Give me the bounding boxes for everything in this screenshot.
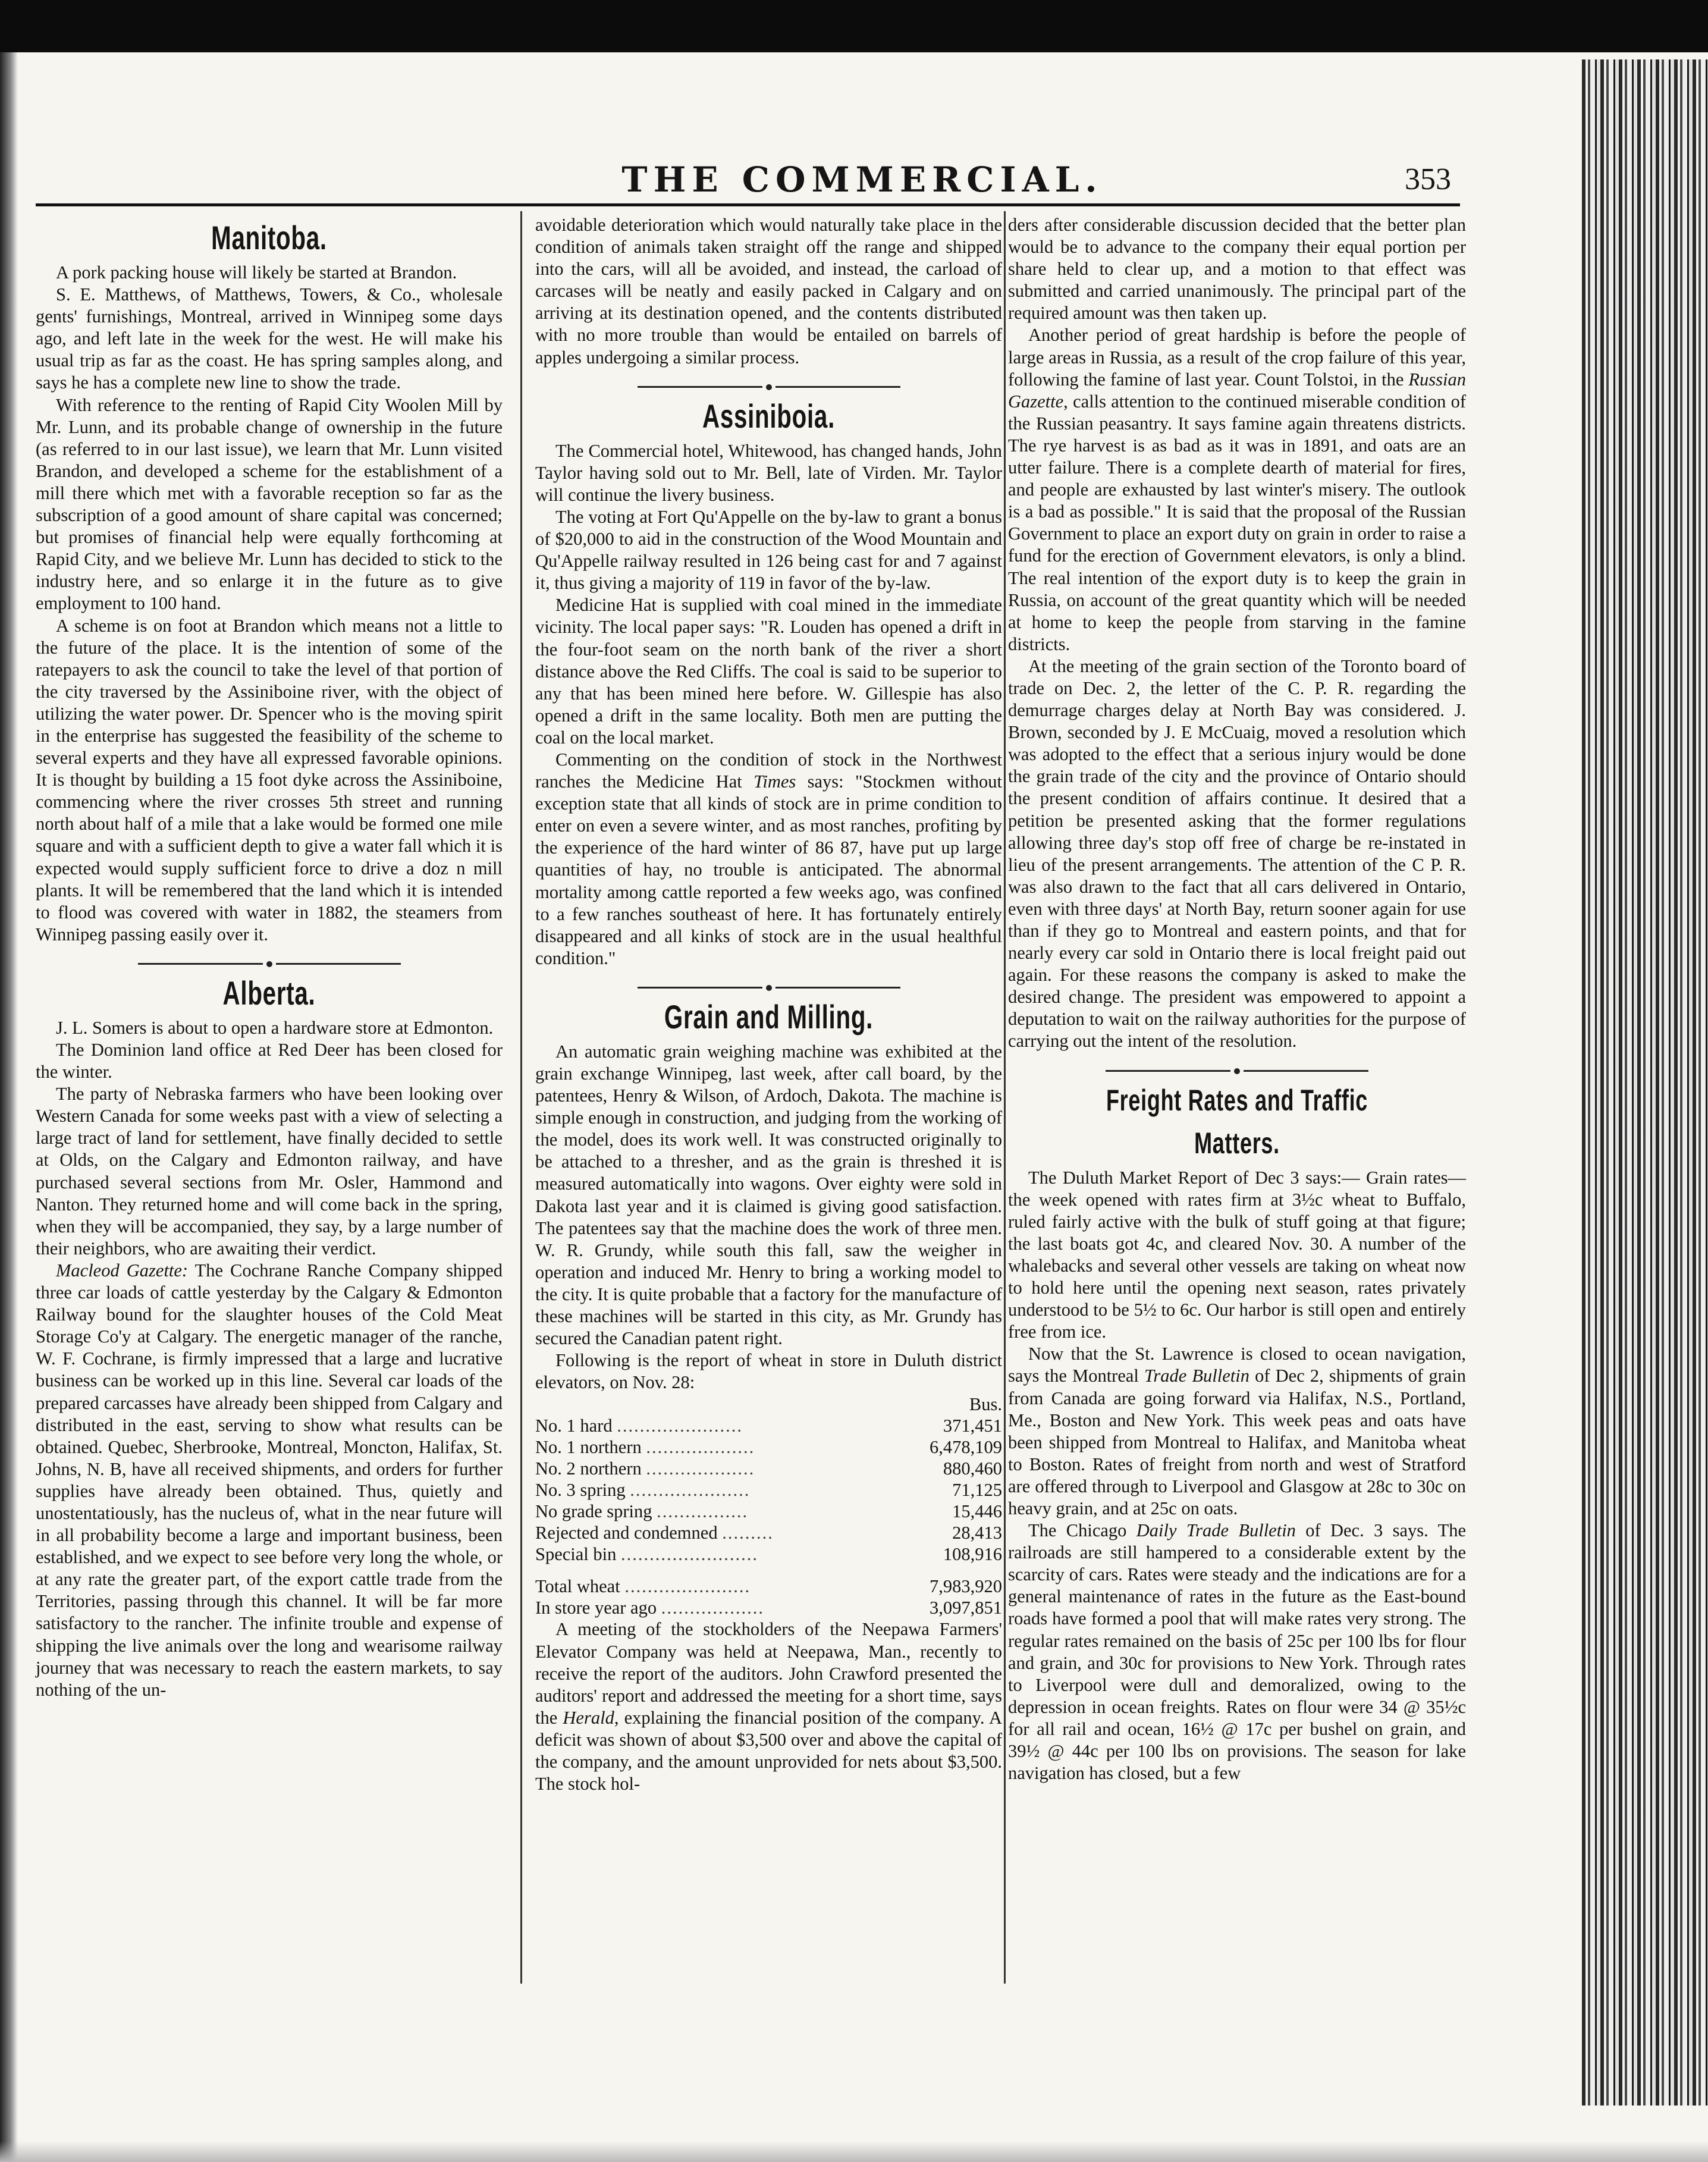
table-row: No. 2 northern ................... 880,460 (535, 1458, 1002, 1479)
article-paragraph: The party of Nebraska farmers who have been looking over Western Canada for some weeks past with a view of selecting a large tract of land for settlement, have finally decided to settle at Olds, on the Calgary and Edmonton railway, and have purchased several sections from Mr. Osler, Hammond and Nanton. They returned home and will come back in the spring, when they will be accompanied, they say, by a large number of their neighbors, who are awaiting their verdict. (36, 1084, 503, 1259)
section-separator (36, 952, 503, 968)
section-heading-freight-rates: Freight Rates and Traffic Matters. (1106, 1083, 1368, 1160)
scan-binding-edge (1582, 59, 1708, 2105)
article-paragraph: The Commercial hotel, Whitewood, has changed hands, John Taylor having sold out to Mr. Bell, late of Virden. Mr. Taylor will continue the livery business. (535, 440, 1002, 505)
table-unit: Bus. (969, 1394, 1002, 1415)
masthead-title: THE COMMERCIAL. (621, 159, 1103, 200)
source-citation: Macleod Gazette: (56, 1260, 189, 1281)
article-paragraph: avoidable deterioration which would naturally take place in the condition of animals taken straight off the range and shipped into the cars, will all be avoided, and instead, the carload of carcases will be neatly and easily packed in Calgary and on arriving at its destination opened, and the contents distributed with no more trouble than would be entailed on barrels of apples undergoing a similar process. (535, 215, 1002, 368)
table-total-row: Total wheat ...................... 7,983,920 (535, 1576, 1002, 1597)
wheat-stock-table (535, 1394, 1002, 1618)
source-citation: Herald (563, 1707, 614, 1728)
article-paragraph: S. E. Matthews, of Matthews, Towers, & Co., wholesale gents' furnishings, Montreal, arrived in Winnipeg some days ago, and left late in the week for the west. He will make his usual trip as far as the coast. He has spring samples along, and says he has a complete new line to show the trade. (36, 284, 503, 393)
source-citation: Trade Bulletin (1144, 1366, 1249, 1386)
table-row: No. 1 hard ...................... 371,451 (535, 1416, 1002, 1436)
article-paragraph: A scheme is on foot at Brandon which means not a little to the future of the place. It is the intention of some of the ratepayers to ask the council to take the level of that portion of the city traversed by the Assiniboine river, with the object of utilizing the water power. Dr. Spencer who is the moving spirit in the enterprise has suggested the feasibility of the scheme to several experts and they have all expressed favorable opinions. It is thought by building a 15 foot dyke across the Assiniboine, commencing where the river crosses 5th street and running north about half of a mile that a lake would be formed one mile square and with a sufficient depth to give a water fall which it is expected would supply sufficient force to drive a doz n mill plants. It will be remembered that the land which it is intended to flood was covered with water in 1882, the steamers from Winnipeg passing easily over it. (36, 615, 503, 944)
scan-left-edge (0, 52, 18, 2162)
article-paragraph: With reference to the renting of Rapid City Woolen Mill by Mr. Lunn, and its probable change of ownership in the future (as referred to in our last issue), we learn that Mr. Lunn visited Brandon, and developed a scheme for the establishment of a mill there which met with a favorable reception so far as the subscription of a good amount of share capital was concerned; but promises of financial help were equally forthcoming at Rapid City, and we believe Mr. Lunn has decided to stick to the industry here, and so enlarge it in the future as to give employment to 100 hand. (36, 394, 503, 614)
header-rule (36, 203, 1460, 206)
source-citation: Russian Gazette (1008, 369, 1466, 412)
article-paragraph: Medicine Hat is supplied with coal mined in the immediate vicinity. The local paper says: "R. Louden has opened a drift in the four-foot seam on the north bank of the river a short distance above the Red Cliffs. The coal is said to be superior to any that has been mined here before. W. Gillespie has also opened a drift in the same locality. Both men are putting the coal on the local market. (535, 595, 1002, 748)
column-rule-2 (1004, 211, 1006, 1984)
article-paragraph: At the meeting of the grain section of the Toronto board of trade on Dec. 2, the letter of the C. P. R. regarding the demurrage charges delay at North Bay was considered. J. Brown, seconded by J. E McCuaig, moved a resolution which was adopted to the effect that a serious injury would be done the grain trade of the city and the province of Ontario should the present condition of affairs continue. It desired that a petition be presented asking that the former regulations allowing three day's stop off free of charge be re-instated in lieu of the present arrangements. The attention of the C P. R. was also drawn to the fact that all cars delivered in Ontario, even with three days' at North Bay, return sooner again for use than if they go to Montreal and eastern points, and that for nearly every car sold in Ontario there is local freight paid out again. For these reasons the company is asked to make the desired change. The president was empowered to appoint a deputation to wait on the railway authorities for the purpose of carrying out the intent of the resolution. (1008, 655, 1466, 1052)
table-row: Rejected and condemned ......... 28,413 (535, 1523, 1002, 1543)
article-paragraph: Macleod Gazette: The Cochrane Ranche Company shipped three car loads of cattle yesterday by the Calgary & Edmonton Railway bound for the slaughter houses of the Cold Meat Storage Co'y at Calgary. The energetic manager of the ranche, W. F. Cochrane, is firmly impressed that a large and lucrative business can be worked up in this line. Several car loads of the prepared carcasses have already been shipped from Calgary and distributed in the east, serving to show what results can be obtained. Quebec, Sherbrooke, Montreal, Moncton, Halifax, St. Johns, N. B, have all received shipments, and orders for further supplies have already been obtained. Thus, quietly and unostentatiously, has the nucleus of, what in the near future will in all probability become a large and important business, been established, and we expect to see before very long the whole, or at any rate the greater part, of the export cattle trade from the Territories, passing through this channel. It will be far more satisfactory to the rancher. The infinite trouble and expense of shipping the live animals over the long and wearisome railway journey that was necessary to reach the eastern markets, to say nothing of the un- (36, 1260, 503, 1700)
article-paragraph: J. L. Somers is about to open a hardware store at Edmonton. (56, 1017, 494, 1038)
section-separator (1008, 1059, 1466, 1075)
section-heading-alberta: Alberta. (222, 974, 316, 1012)
table-row: Special bin ........................ 108,916 (535, 1544, 1002, 1565)
page-number: 353 (1405, 162, 1451, 196)
section-separator (535, 975, 1002, 992)
article-paragraph: A pork packing house will likely be started at Brandon. (56, 262, 457, 283)
article-paragraph: Commenting on the condition of stock in the Northwest ranches the Medicine Hat Times says: "Stockmen without exception state that all kinds of stock are in prime condition to enter on even a severe winter, and as most ranches, profiting by the experience of the hard winter of 86 87, have put up large quantities of hay, no trouble is anticipated. The abnormal mortality among cattle reported a few weeks ago, was confined to a few ranches southeast of here. It has fortunately entirely disappeared and all kinks of stock are in the usual healthful condition." (535, 749, 1002, 968)
article-paragraph: A meeting of the stockholders of the Neepawa Farmers' Elevator Company was held at Neepawa, Man., recently to receive the report of the auditors. John Crawford presented the auditors' report and addressed the meeting for a short time, says the Herald, explaining the financial position of the company. A deficit was shown of about $3,500 over and above the capital of the company, and the amount unprovided for nets about $3,500. The stock hol- (535, 1619, 1002, 1794)
scan-top-border (0, 0, 1708, 52)
column-rule-1 (520, 211, 522, 1984)
section-heading-grain-milling: Grain and Milling. (664, 997, 874, 1035)
section-heading-assiniboia: Assiniboia. (702, 397, 835, 435)
article-paragraph: The Duluth Market Report of Dec 3 says:— Grain rates—the week opened with rates firm at 3½c wheat to Buffalo, ruled fairly active with the bulk of stuff going at that figure; the last boats got 4c, and cleared Nov. 30. A number of the whalebacks and several other vessels are taking on wheat now to hold here until the opening next season, rates privately understood to be 5½ to 6c. Our harbor is still open and entirely free from ice. (1008, 1167, 1466, 1342)
table-row: No. 3 spring ..................... 71,125 (535, 1480, 1002, 1501)
section-separator (535, 375, 1002, 391)
article-paragraph: The Chicago Daily Trade Bulletin of Dec. 3 says. The railroads are still hampered to a considerable extent by the scarcity of cars. Rates were steady and the indications are for a general maintenance of rates in the future as the East-bound roads have formed a pool that will make rates very strong. The regular rates remained on the basis of 25c per 100 lbs for flour and grain, and 30c for provisions to New York. Through rates to Liverpool were dull and demoralized, owing to the depression in ocean freights. Rates on flour were 34 @ 35½c for all rail and ocean, 16½ @ 17c per bushel on grain, and 39½ @ 44c per 100 lbs on provisions. The season for lake navigation has closed, but a few (1008, 1520, 1466, 1784)
source-citation: Daily Trade Bulletin (1136, 1520, 1296, 1541)
article-paragraph: The voting at Fort Qu'Appelle on the by-law to grant a bonus of $20,000 to aid in the construction of the Wood Mountain and Qu'Appelle railway resulted in 126 being cast for and 7 against it, thus giving a majority of 119 in favor of the by-law. (535, 506, 1002, 594)
table-row: No grade spring ................ 15,446 (535, 1501, 1002, 1522)
article-paragraph: ders after considerable discussion decided that the better plan would be to advance to the company their equal portion per share held to clear up, and a motion to that effect was submitted and carried unanimously. The principal part of the required amount was then taken up. (1008, 215, 1466, 324)
table-row: In store year ago .................. 3,097,851 (535, 1598, 1002, 1618)
column-2 (535, 214, 1002, 1795)
column-1 (36, 214, 503, 1701)
article-paragraph: Now that the St. Lawrence is closed to ocean navigation, says the Montreal Trade Bulletin of Dec 2, shipments of grain from Canada are going forward via Halifax, N.S., Portland, Me., Boston and New York. This week peas and oats have been shipped from Montreal to Halifax, and Manitoba wheat to Boston. Rates of freight from north and west of Stratford are offered through to Liverpool and Glasgow at 28c to 30c on heavy grain, and at 25c on oats. (1008, 1344, 1467, 1518)
table-row: No. 1 northern ................... 6,478,109 (535, 1437, 1002, 1458)
section-heading-manitoba: Manitoba. (211, 219, 327, 256)
article-paragraph: Following is the report of wheat in store in Duluth district elevators, on Nov. 28: (535, 1350, 1002, 1393)
source-citation: Times (753, 771, 796, 792)
scan-bottom-edge (0, 2141, 1708, 2162)
article-paragraph: An automatic grain weighing machine was exhibited at the grain exchange Winnipeg, last week, after call board, by the patentees, Henry & Wilson, of Ardoch, Dakota. The machine is simple enough in construction, and judging from the working of the model, does its work well. It was constructed originally to be attached to a thresher, and as the grain is threshed it is measured automatically into wagons. Over eighty were sold in Dakota last year and it is claimed is giving good satisfaction. The patentees say that the machine does the work of three men. W. R. Grundy, while south this fall, saw the weigher in operation and induced Mr. Henry to bring a working model to the city. It is quite probable that a factory for the manufacture of these machines will be started in this city, as Mr. Grundy has secured the Canadian patent right. (535, 1041, 1002, 1349)
column-3 (1008, 214, 1466, 1784)
article-paragraph: Another period of great hardship is before the people of large areas in Russia, as a result of the crop failure of this year, following the famine of last year. Count Tolstoi, in the Russian Gazette, calls attention to the continued miserable condition of the Russian peasantry. It says famine again threatens districts. The rye harvest is as bad as it was in 1891, and oats are an utter failure. There is a complete dearth of material for fires, and people are exhausted by last winter's misery. The outlook is a bad as possible." It is said that the proposal of the Russian Government to place an export duty on grain in order to raise a fund for the erection of Government elevators, is only a blind. The real intention of the export duty is to keep the grain in Russia, on account of the great quantity which will be needed at home to keep the people from starving in the famine districts. (1008, 325, 1466, 654)
article-paragraph: The Dominion land office at Red Deer has been closed for the winter. (36, 1040, 503, 1082)
